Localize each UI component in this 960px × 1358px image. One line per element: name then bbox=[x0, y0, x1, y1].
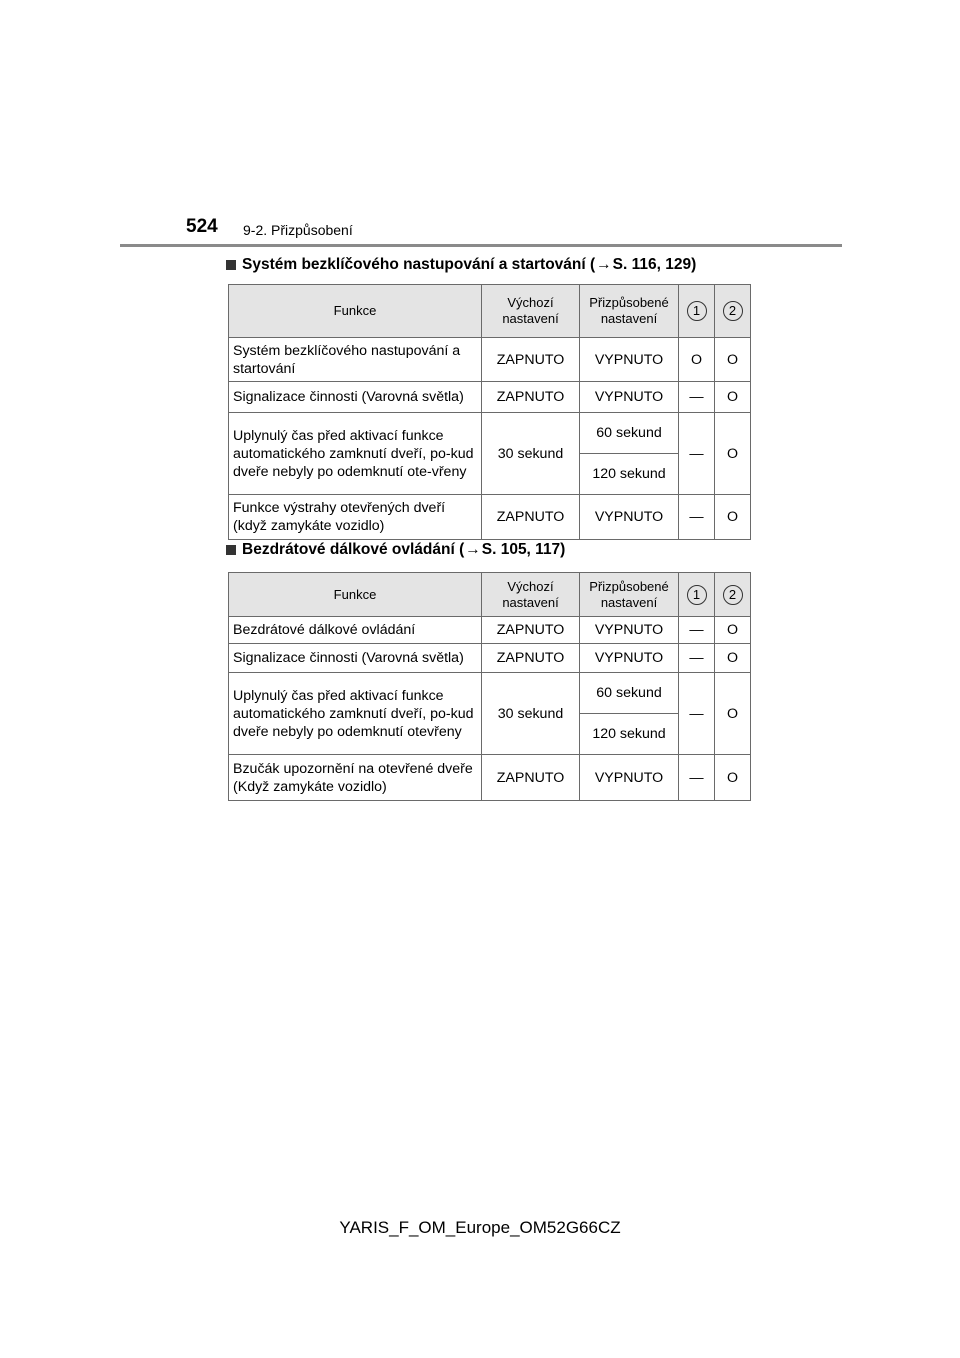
circled-number-1-icon: 1 bbox=[687, 301, 707, 321]
table-row bbox=[229, 413, 751, 454]
cell-default: ZAPNUTO bbox=[482, 617, 580, 644]
cell-function: Uplynulý čas před aktivací funkce automatického zamknutí dveří, po-kud dveře nebyly po odemknutí otevřeny bbox=[229, 673, 482, 755]
section-heading-keyless bbox=[226, 255, 696, 275]
column-header-custom: Přizpůsobené nastavení bbox=[580, 285, 679, 338]
circled-number-2-icon: 2 bbox=[723, 301, 743, 321]
document-footer-code: YARIS_F_OM_Europe_OM52G66CZ bbox=[339, 1218, 621, 1237]
circled-number-1-icon: 1 bbox=[687, 585, 707, 605]
cell-method-2: O bbox=[715, 495, 751, 540]
cell-function: Signalizace činnosti (Varovná světla) bbox=[229, 644, 482, 673]
arrow-right-icon: → bbox=[596, 256, 612, 273]
column-header-function: Funkce bbox=[229, 573, 482, 617]
column-header-default: Výchozí nastavení bbox=[482, 285, 580, 338]
cell-function: Signalizace činnosti (Varovná světla) bbox=[229, 382, 482, 413]
cell-method-1: — bbox=[679, 617, 715, 644]
table-header-row bbox=[229, 285, 751, 338]
cell-method-2: O bbox=[715, 673, 751, 755]
column-header-method-2 bbox=[715, 573, 751, 617]
cell-function: Funkce výstrahy otevřených dveří (když zamykáte vozidlo) bbox=[229, 495, 482, 540]
cell-function: Bzučák upozornění na otevřené dveře (Když zamykáte vozidlo) bbox=[229, 755, 482, 801]
column-header-method-2 bbox=[715, 285, 751, 338]
cell-method-1: — bbox=[679, 755, 715, 801]
table-row bbox=[229, 617, 751, 644]
settings-table-keyless bbox=[228, 284, 751, 540]
cell-method-1: — bbox=[679, 673, 715, 755]
cell-default: 30 sekund bbox=[482, 413, 580, 495]
heading-text: Bezdrátové dálkové ovládání ( bbox=[242, 541, 465, 558]
cell-default: 30 sekund bbox=[482, 673, 580, 755]
cell-custom: VYPNUTO bbox=[580, 617, 679, 644]
cell-method-1: — bbox=[679, 495, 715, 540]
cell-function: Systém bezklíčového nastupování a startování bbox=[229, 338, 482, 382]
cell-method-1: — bbox=[679, 382, 715, 413]
cell-function: Uplynulý čas před aktivací funkce automatického zamknutí dveří, po-kud dveře nebyly po odemknutí ote-vřeny bbox=[229, 413, 482, 495]
arrow-right-icon: → bbox=[465, 541, 481, 558]
section-label: 9-2. Přizpůsobení bbox=[243, 222, 353, 238]
heading-text: Systém bezklíčového nastupování a startování ( bbox=[242, 256, 596, 273]
column-header-default: Výchozí nastavení bbox=[482, 573, 580, 617]
column-header-method-1 bbox=[679, 285, 715, 338]
cell-method-1: O bbox=[679, 338, 715, 382]
table-row bbox=[229, 338, 751, 382]
column-header-method-1 bbox=[679, 573, 715, 617]
cell-custom: 60 sekund bbox=[580, 413, 679, 454]
cell-default: ZAPNUTO bbox=[482, 338, 580, 382]
table-header-row bbox=[229, 573, 751, 617]
square-bullet-icon bbox=[226, 545, 236, 555]
cell-custom: 120 sekund bbox=[580, 454, 679, 495]
cell-custom: VYPNUTO bbox=[580, 338, 679, 382]
table-row bbox=[229, 495, 751, 540]
cell-method-2: O bbox=[715, 382, 751, 413]
table-row bbox=[229, 644, 751, 673]
page-reference-link[interactable]: S. 116, 129) bbox=[612, 256, 697, 273]
page-reference-link[interactable]: S. 105, 117) bbox=[481, 541, 566, 558]
cell-default: ZAPNUTO bbox=[482, 495, 580, 540]
square-bullet-icon bbox=[226, 260, 236, 270]
cell-custom: VYPNUTO bbox=[580, 644, 679, 673]
header-divider bbox=[120, 244, 842, 247]
cell-method-2: O bbox=[715, 617, 751, 644]
cell-custom: VYPNUTO bbox=[580, 755, 679, 801]
cell-default: ZAPNUTO bbox=[482, 644, 580, 673]
cell-function: Bezdrátové dálkové ovládání bbox=[229, 617, 482, 644]
cell-default: ZAPNUTO bbox=[482, 755, 580, 801]
cell-custom: VYPNUTO bbox=[580, 495, 679, 540]
cell-method-2: O bbox=[715, 413, 751, 495]
page-number: 524 bbox=[186, 216, 218, 237]
table-row bbox=[229, 382, 751, 413]
circled-number-2-icon: 2 bbox=[723, 585, 743, 605]
column-header-function: Funkce bbox=[229, 285, 482, 338]
cell-custom: 60 sekund bbox=[580, 673, 679, 714]
settings-table-remote bbox=[228, 572, 751, 801]
cell-method-1: — bbox=[679, 644, 715, 673]
cell-default: ZAPNUTO bbox=[482, 382, 580, 413]
cell-method-1: — bbox=[679, 413, 715, 495]
cell-method-2: O bbox=[715, 338, 751, 382]
cell-custom: 120 sekund bbox=[580, 714, 679, 755]
section-heading-remote bbox=[226, 540, 565, 560]
table-row bbox=[229, 755, 751, 801]
cell-method-2: O bbox=[715, 755, 751, 801]
cell-custom: VYPNUTO bbox=[580, 382, 679, 413]
cell-method-2: O bbox=[715, 644, 751, 673]
column-header-custom: Přizpůsobené nastavení bbox=[580, 573, 679, 617]
table-row bbox=[229, 673, 751, 714]
